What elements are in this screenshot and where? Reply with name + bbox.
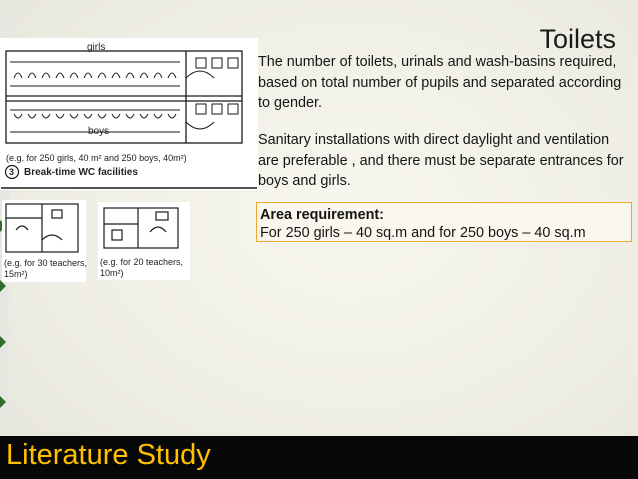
slide-title: Toilets <box>539 24 616 54</box>
girls-label: girls <box>87 42 106 53</box>
paragraph-toilet-requirements: The number of toilets, urinals and wash-basins required, based on total number of pupils and separated according to gender. <box>258 54 622 111</box>
plan-30-caption-line2: 15m²) <box>4 269 28 279</box>
footer-bar <box>0 436 638 479</box>
plan-30-caption-line1: (e.g. for 30 teachers, <box>4 258 88 268</box>
boys-label: boys <box>88 126 110 137</box>
figure-number: 3 <box>9 167 15 177</box>
wc-plan-figure <box>0 38 258 190</box>
area-requirement-text: For 250 girls – 40 sq.m and for 250 boys – 40 sq.m <box>260 225 586 241</box>
teacher-toilet-plan-20 <box>98 202 190 280</box>
teacher-toilet-plan-30 <box>2 200 86 282</box>
footer-title: Literature Study <box>6 439 211 471</box>
paragraph-sanitary-installations: Sanitary installations with direct daylight and ventilation are preferable , and there must be separate entrances for boys and girls. <box>258 132 624 189</box>
plan-20-caption-line1: (e.g. for 20 teachers, <box>100 257 184 267</box>
plan-20-drawing <box>98 202 190 254</box>
figure-caption: (e.g. for 250 girls, 40 m² and 250 boys, 40m²) <box>6 153 187 163</box>
plan-20-caption-line2: 10m²) <box>100 268 124 278</box>
figure-title: Break-time WC facilities <box>24 167 138 178</box>
plan-30-drawing <box>2 200 86 256</box>
area-requirement-heading: Area requirement: <box>260 207 384 223</box>
area-requirement-box <box>256 202 632 242</box>
